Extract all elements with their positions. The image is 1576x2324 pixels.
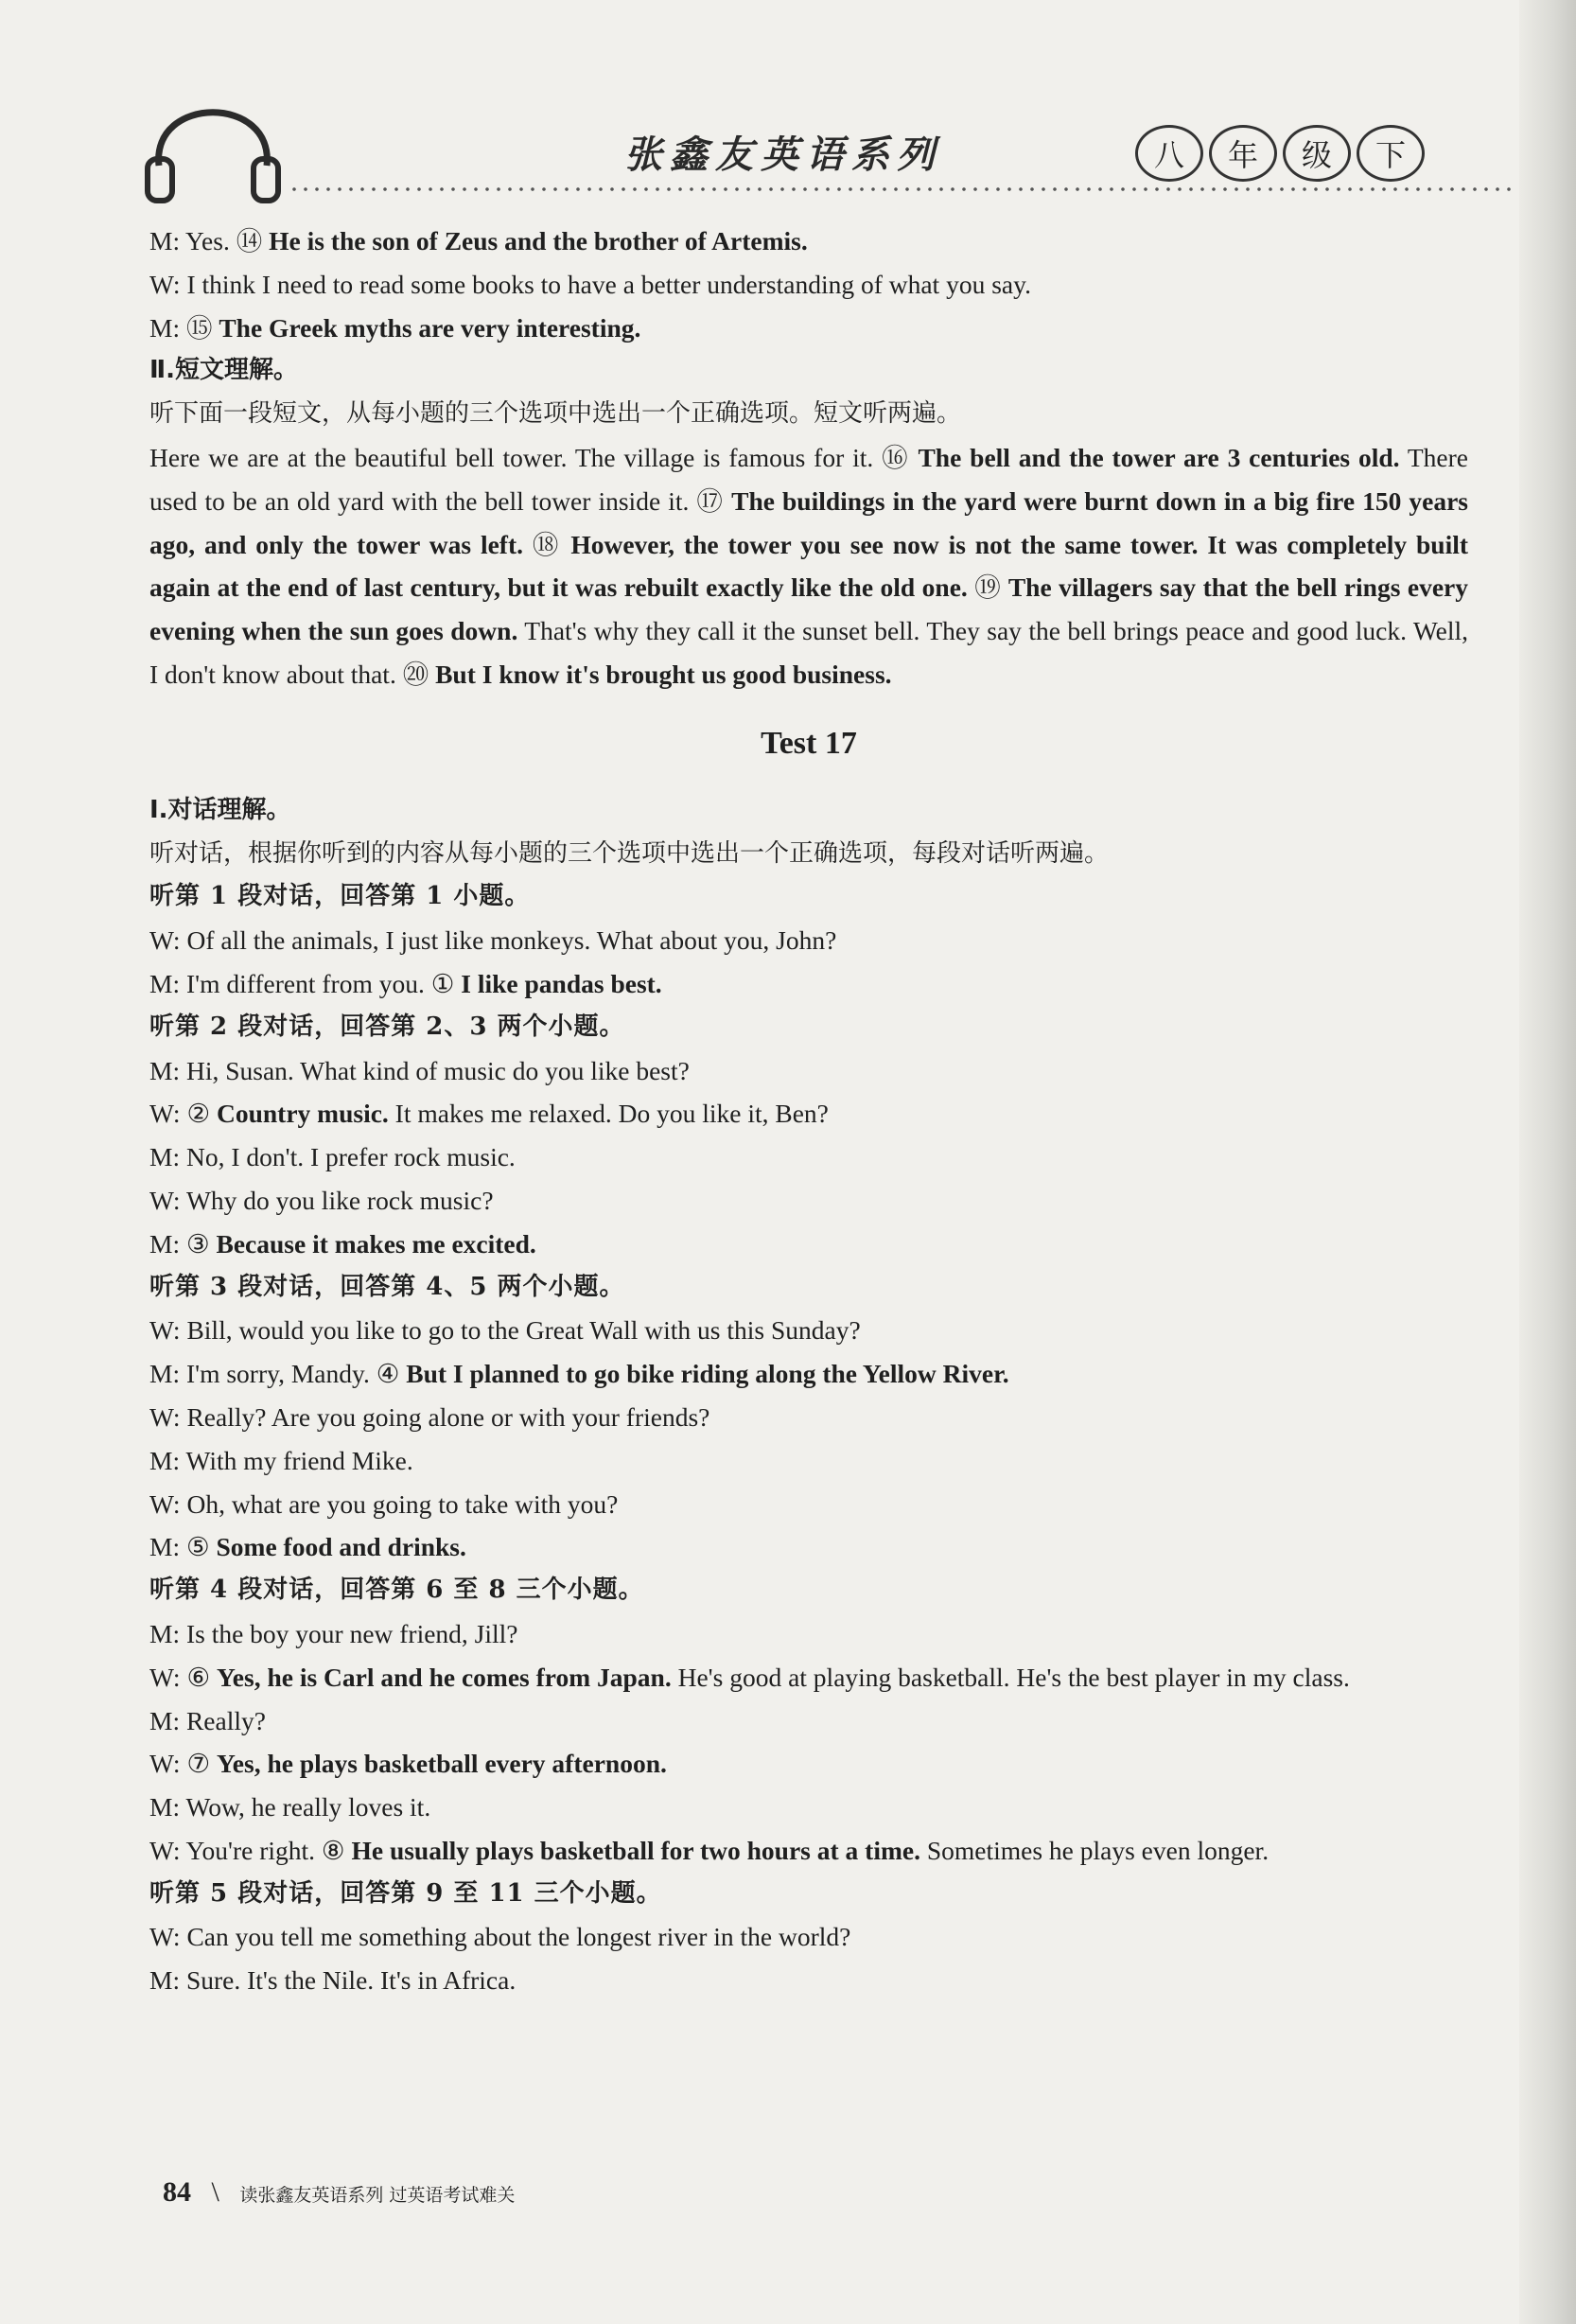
line-text: ⑥ xyxy=(186,1662,217,1692)
dialogue-line xyxy=(149,1915,1468,1959)
dialogue-line xyxy=(149,1742,1468,1786)
dialogue-line xyxy=(149,1525,1468,1569)
answer-text: Country music. xyxy=(216,1099,389,1129)
page-header xyxy=(0,0,1576,203)
speaker-label: M: xyxy=(149,968,186,998)
answer-text: Some food and drinks. xyxy=(216,1532,466,1562)
speaker-label: W: xyxy=(149,1401,187,1432)
line-text: Sometimes he plays even longer. xyxy=(919,1835,1270,1865)
dialogue-line xyxy=(149,1223,1468,1266)
line-text: ⑦ xyxy=(186,1749,217,1779)
dialogue-line xyxy=(149,1179,1468,1223)
listening-passage xyxy=(149,436,1468,696)
line-text: I think I need to read some books to have a better understanding of what you say. xyxy=(186,269,1031,299)
answer-text: The Greek myths are very interesting. xyxy=(219,312,641,343)
speaker-label: M: xyxy=(149,1445,186,1475)
line-text: Is the boy your new friend, Jill? xyxy=(185,1618,518,1648)
line-text: Bill, would you like to go to the Great Wall with us this Sunday? xyxy=(186,1315,861,1346)
answer-text: But I know it's brought us good business. xyxy=(435,659,892,689)
dialogue-subheading: 听第 2 段对话，回答第 2、3 两个小题。 xyxy=(149,1012,625,1041)
test-title: Test 17 xyxy=(761,725,857,761)
dialogue-line xyxy=(149,1049,1468,1093)
line-text: Of all the animals, I just like monkeys. What about you, John? xyxy=(186,925,837,956)
speaker-label: W: xyxy=(149,269,187,299)
section-instruction: 听对话，根据你听到的内容从每小题的三个选项中选出一个正确选项，每段对话听两遍。 xyxy=(149,838,1110,868)
speaker-label: M: xyxy=(149,226,185,255)
grade-badge: 下 xyxy=(1357,125,1425,182)
speaker-label: W: xyxy=(149,1922,187,1952)
dialogue-subheading: 听第 1 段对话，回答第 1 小题。 xyxy=(149,882,531,911)
speaker-label: M: xyxy=(149,1055,186,1085)
speaker-label: W: xyxy=(149,925,187,956)
passage-text: ⑲ xyxy=(967,572,1008,603)
speaker-label: M: xyxy=(149,1228,186,1259)
speaker-label: W: xyxy=(149,1099,187,1129)
page-content xyxy=(149,220,1468,2002)
grade-badge: 八 xyxy=(1135,125,1203,182)
page-edge xyxy=(1519,0,1576,2324)
line-text: Sure. It's the Nile. It's in Africa. xyxy=(185,1965,517,1996)
line-text: I'm sorry, Mandy. ④ xyxy=(185,1359,407,1389)
answer-text: The buildings in the yard were burnt down in a big fire 150 years ago, and only the tower was left. xyxy=(149,485,1468,559)
answer-text: Yes, he is Carl and he comes from Japan. xyxy=(216,1662,672,1692)
answer-text: Because it makes me excited. xyxy=(216,1228,536,1259)
speaker-label: M: xyxy=(149,312,186,343)
grade-badge: 年 xyxy=(1209,125,1277,182)
answer-text: He is the son of Zeus and the brother of Artemis. xyxy=(269,226,808,255)
dialogue-line xyxy=(149,1612,1468,1656)
section-heading: Ⅰ.对话理解。 xyxy=(149,795,291,824)
speaker-label: M: xyxy=(149,1532,186,1562)
line-text: Yes. ⑭ xyxy=(184,226,270,255)
speaker-label: W: xyxy=(149,1749,187,1779)
answer-text: The bell and the tower are 3 centuries old. xyxy=(918,442,1400,472)
answer-text: Yes, he plays basketball every afternoon. xyxy=(216,1749,667,1779)
section-instruction: 听下面一段短文，从每小题的三个选项中选出一个正确选项。短文听两遍。 xyxy=(149,399,962,429)
dialogue-line xyxy=(149,919,1468,962)
dialogues xyxy=(149,875,1468,2002)
grade-badge: 级 xyxy=(1283,125,1351,182)
line-text: Really? Are you going alone or with your friends? xyxy=(186,1401,710,1432)
dialogue-line xyxy=(149,1786,1468,1829)
footer-separator: \ xyxy=(211,2176,219,2208)
dotted-divider xyxy=(289,185,1518,193)
speaker-label: W: xyxy=(149,1835,186,1865)
passage-text: That's why they call it the sunset bell. They say the bell brings peace and good luck. Well, I don't know about that. ⑳ xyxy=(149,616,1468,689)
dialogue-line xyxy=(149,263,1468,307)
speaker-label: W: xyxy=(149,1662,187,1692)
footer-text: 读张鑫友英语系列 过英语考试难关 xyxy=(239,2185,516,2206)
section-heading: Ⅱ.短文理解。 xyxy=(149,356,299,385)
page-number: 84 xyxy=(163,2176,191,2208)
dialogue-line xyxy=(149,1699,1468,1743)
passage-text: ⑱ xyxy=(522,529,571,559)
dialogue-line xyxy=(149,962,1468,1006)
line-text: He's good at playing basketball. He's the best player in my class. xyxy=(671,1662,1350,1692)
answer-text: He usually plays basketball for two hours at a time. xyxy=(351,1835,920,1865)
passage-text: There used to be an old yard with the bell tower inside it. ⑰ xyxy=(149,442,1468,516)
speaker-label: M: xyxy=(149,1705,186,1735)
line-text: Wow, he really loves it. xyxy=(185,1792,431,1822)
line-text: With my friend Mike. xyxy=(185,1445,413,1475)
headphones-icon xyxy=(142,76,284,208)
dialogue-line xyxy=(149,307,1468,350)
dialogue-line xyxy=(149,1829,1468,1873)
series-title: 张鑫友英语系列 xyxy=(624,133,942,177)
answer-text: The villagers say that the bell rings every evening when the sun goes down. xyxy=(149,572,1468,646)
dialogue-subheading: 听第 4 段对话，回答第 6 至 8 三个小题。 xyxy=(149,1576,644,1605)
line-text: ⑤ xyxy=(185,1532,217,1562)
answer-text: But I planned to go bike riding along the Yellow River. xyxy=(406,1359,1009,1389)
intro-dialogue xyxy=(149,220,1468,349)
dialogue-subheading: 听第 5 段对话，回答第 9 至 11 三个小题。 xyxy=(149,1878,662,1908)
dialogue-line xyxy=(149,1439,1468,1483)
line-text: Oh, what are you going to take with you? xyxy=(186,1488,619,1519)
speaker-label: W: xyxy=(149,1488,187,1519)
dialogue-line xyxy=(149,1352,1468,1396)
line-text: You're right. ⑧ xyxy=(185,1835,352,1865)
line-text: Can you tell me something about the longest river in the world? xyxy=(186,1922,851,1952)
speaker-label: W: xyxy=(149,1315,187,1346)
dialogue-line xyxy=(149,220,1468,263)
speaker-label: M: xyxy=(149,1792,186,1822)
dialogue-subheading: 听第 3 段对话，回答第 4、5 两个小题。 xyxy=(149,1272,625,1301)
dialogue-line xyxy=(149,1483,1468,1526)
dialogue-line xyxy=(149,1396,1468,1439)
line-text: Hi, Susan. What kind of music do you like best? xyxy=(185,1055,690,1085)
line-text: ③ xyxy=(185,1228,217,1259)
line-text: It makes me relaxed. Do you like it, Ben? xyxy=(388,1099,829,1129)
dialogue-line xyxy=(149,1136,1468,1179)
answer-text: I like pandas best. xyxy=(461,968,662,998)
dialogue-line xyxy=(149,1959,1468,2002)
speaker-label: M: xyxy=(149,1142,186,1172)
grade-badges xyxy=(1135,125,1425,182)
answer-text: However, the tower you see now is not the same tower. It was completely built again at the end of last century, but it was rebuilt exactly like the old one. xyxy=(149,529,1469,603)
speaker-label: M: xyxy=(149,1965,186,1996)
line-text: ⑮ xyxy=(185,312,219,343)
speaker-label: M: xyxy=(149,1618,186,1648)
line-text: No, I don't. I prefer rock music. xyxy=(185,1142,516,1172)
line-text: Really? xyxy=(185,1705,266,1735)
line-text: ② xyxy=(186,1099,217,1129)
dialogue-line xyxy=(149,1656,1468,1699)
dialogue-line xyxy=(149,1309,1468,1352)
page-footer xyxy=(163,2176,515,2209)
line-text: I'm different from you. ① xyxy=(185,968,462,998)
line-text: Why do you like rock music? xyxy=(185,1185,494,1215)
speaker-label: M: xyxy=(149,1359,186,1389)
speaker-label: W: xyxy=(149,1185,186,1215)
passage-text: Here we are at the beautiful bell tower. The village is famous for it. ⑯ xyxy=(149,442,919,472)
dialogue-line xyxy=(149,1092,1468,1136)
